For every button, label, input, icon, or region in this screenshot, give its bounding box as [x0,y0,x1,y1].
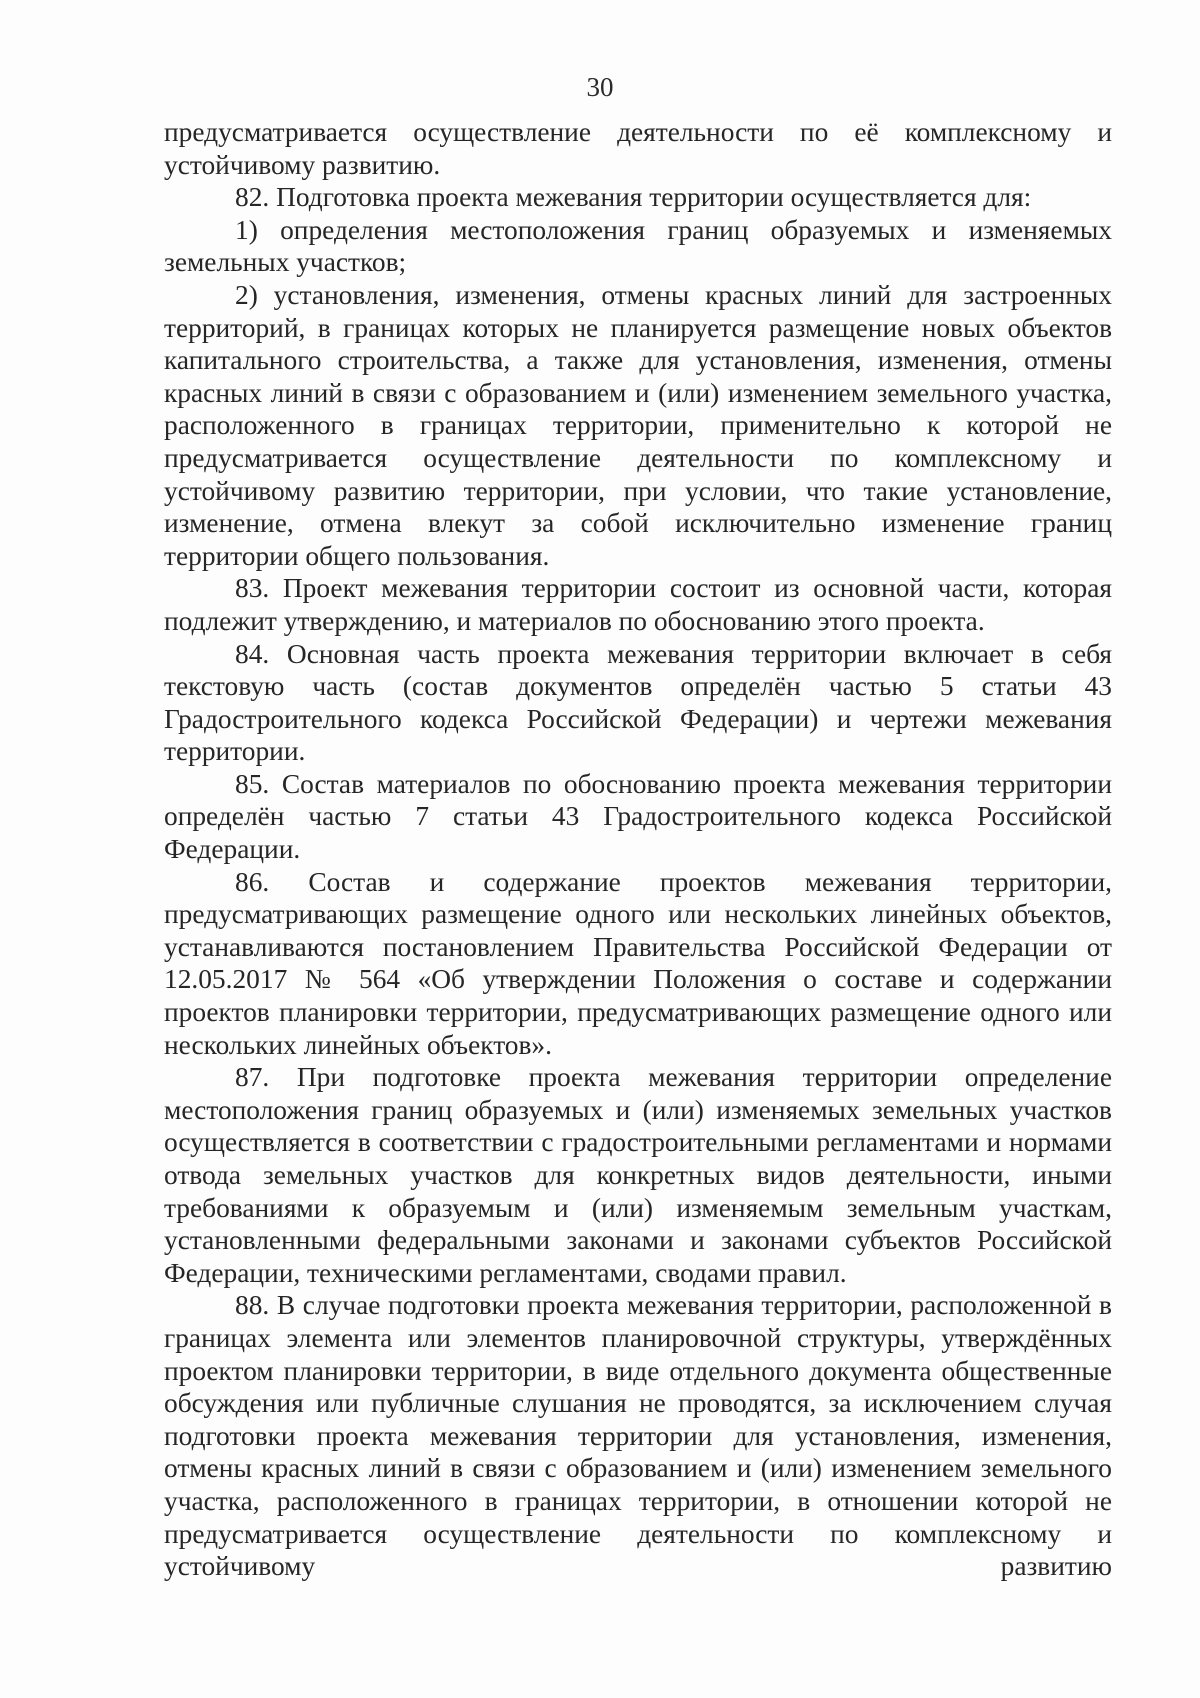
paragraph-83: 83. Проект межевания территории состоит из основной части, которая подлежит утверждению, и материалов по обоснованию этого проекта. [164,573,1112,636]
paragraph-86: 86. Состав и содержание проектов межевания территории, предусматривающих размещение одного или нескольких линейных объектов, устанавливаются постановлением Правительства Российской Федерации от 12.05.2017 № 564 «Об утверждении Положения о составе и содержании проектов планировки территории, предусматривающих размещение одного или нескольких линейных объектов». [164,866,1112,1060]
page-number: 30 [586,72,614,102]
paragraph-82-item-2: 2) установления, изменения, отмены красных линий для застроенных территорий, в границах которых не планируется размещение новых объектов капитального строительства, а также для установления, изменения, отмены красных линий в связи с образованием и (или) изменением земельного участка, расположенного в границах территории, применительно к которой не предусматривается осуществление деятельности по комплексному и устойчивому развитию территории, при условии, что такие установление, изменение, отмена влекут за собой исключительно изменение границ территории общего пользования. [164,279,1112,571]
paragraph-87: 87. При подготовке проекта межевания территории определение местоположения границ образуемых и (или) изменяемых земельных участков осуществляется в соответствии с градостроительными регламентами и нормами отвода земельных участков для конкретных видов деятельности, иными требованиями к образуемым и (или) изменяемым земельным участкам, установленными федеральными законами и законами субъектов Российской Федерации, техническими регламентами, сводами правил. [164,1062,1112,1288]
paragraph-84: 84. Основная часть проекта межевания территории включает в себя текстовую часть (состав документов определён частью 5 статьи 43 Градостроительного кодекса Российской Федерации) и чертежи межевания территории. [164,638,1112,767]
paragraph-82-item-1: 1) определения местоположения границ образуемых и изменяемых земельных участков; [164,214,1112,278]
document-body [164,116,1112,1583]
paragraph-82: 82. Подготовка проекта межевания территории осуществляется для: [235,182,1032,213]
paragraph-85: 85. Состав материалов по обоснованию проекта межевания территории определён частью 7 статьи 43 Градостроительного кодекса Российской Федерации. [164,768,1112,865]
paragraph-88: 88. В случае подготовки проекта межевания территории, расположенной в границах элемента или элементов планировочной структуры, утверждённых проектом планировки территории, в виде отдельного документа общественные обсуждения или публичные слушания не проводятся, за исключением случая подготовки проекта межевания территории для установления, изменения, отмены красных линий в связи с образованием и (или) изменением земельного участка, расположенного в границах территории, в отношении которой не предусматривается осуществление деятельности по комплексному и устойчивому развитию [164,1290,1112,1582]
paragraph-continuation: предусматривается осуществление деятельности по её комплексному и устойчивому развитию. [164,117,1112,180]
